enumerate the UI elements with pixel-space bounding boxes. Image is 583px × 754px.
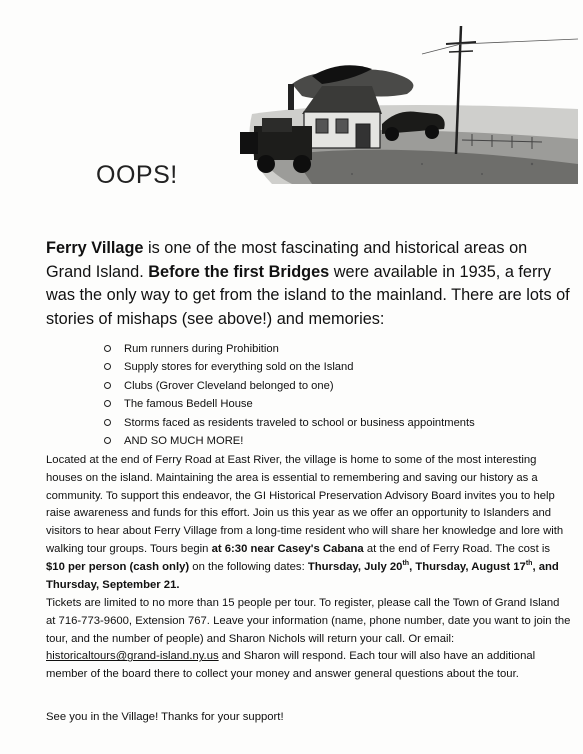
circle-bullet-icon	[104, 345, 111, 352]
circle-bullet-icon	[104, 363, 111, 370]
intro-text-2: were available in 1935, a ferry was the only way to get from the island to the mainland. There are lots of stories of mishaps (see above!) and memories:	[46, 262, 570, 328]
list-item: Supply stores for everything sold on the Island	[104, 358, 564, 376]
circle-bullet-icon	[104, 437, 111, 444]
ferry-mishap-photo	[232, 14, 578, 184]
tour-start-text: at 6:30 near Casey's Cabana	[211, 542, 364, 555]
before-bridges-text: Before the first Bridges	[148, 262, 330, 281]
circle-bullet-icon	[104, 400, 111, 407]
intro-paragraph	[46, 237, 576, 331]
intro-text-1: is one of the most fascinating and historical areas on Grand Island.	[46, 239, 528, 281]
ferry-village-heading: Ferry Village	[46, 239, 144, 257]
list-item: Rum runners during Prohibition	[104, 340, 564, 358]
list-item: AND SO MUCH MORE!	[104, 432, 564, 450]
tour-cost-text: $10 per person (cash only)	[46, 560, 190, 573]
closing-line: See you in the Village! Thanks for your support!	[46, 711, 284, 723]
location-paragraph: Located at the end of Ferry Road at East River, the village is home to some of the most interesting houses on the island. Maintaining the area is essential to remembering and saving our history as a community. To support this endeavor, the GI Historical Preservation Advisory Board invites you to help raise awareness and funds for this effort. Join us this year as we offer an opportunity to Islanders and visitors to hear about Ferry Village from a long-time resident who will share her knowledge and lore with walking tour groups. Tours begin at 6:30 near Casey's Cabana at the end of Ferry Road. The cost is $10 per person (cash only) on the following dates: Thursday, July 20th, Thursday, August 17th, and Thursday, September 21.	[46, 454, 564, 591]
circle-bullet-icon	[104, 419, 111, 426]
memories-list	[104, 340, 564, 450]
oops-caption: OOPS!	[96, 161, 178, 189]
list-item: Clubs (Grover Cleveland belonged to one)	[104, 377, 564, 395]
list-item: The famous Bedell House	[104, 395, 564, 413]
list-item: Storms faced as residents traveled to school or business appointments	[104, 414, 564, 432]
circle-bullet-icon	[104, 382, 111, 389]
tickets-paragraph: Tickets are limited to no more than 15 people per tour. To register, please call the Town of Grand Island at 716-773-9600, Extension 767. Leave your information (name, phone number, date you want to join the tour, and the number of people) and Sharon Nichols will return your call. Or email: historicaltours@grand-island.ny.us and Sharon will respond. Each tour will also have an additional member of the board there to collect your money and answer general questions about the tour.	[46, 597, 571, 681]
email-link[interactable]: historicaltours@grand-island.ny.us	[46, 650, 219, 663]
tour-dates-text: Thursday, July 20th, Thursday, August 17th, and Thursday, September 21.	[46, 560, 559, 591]
